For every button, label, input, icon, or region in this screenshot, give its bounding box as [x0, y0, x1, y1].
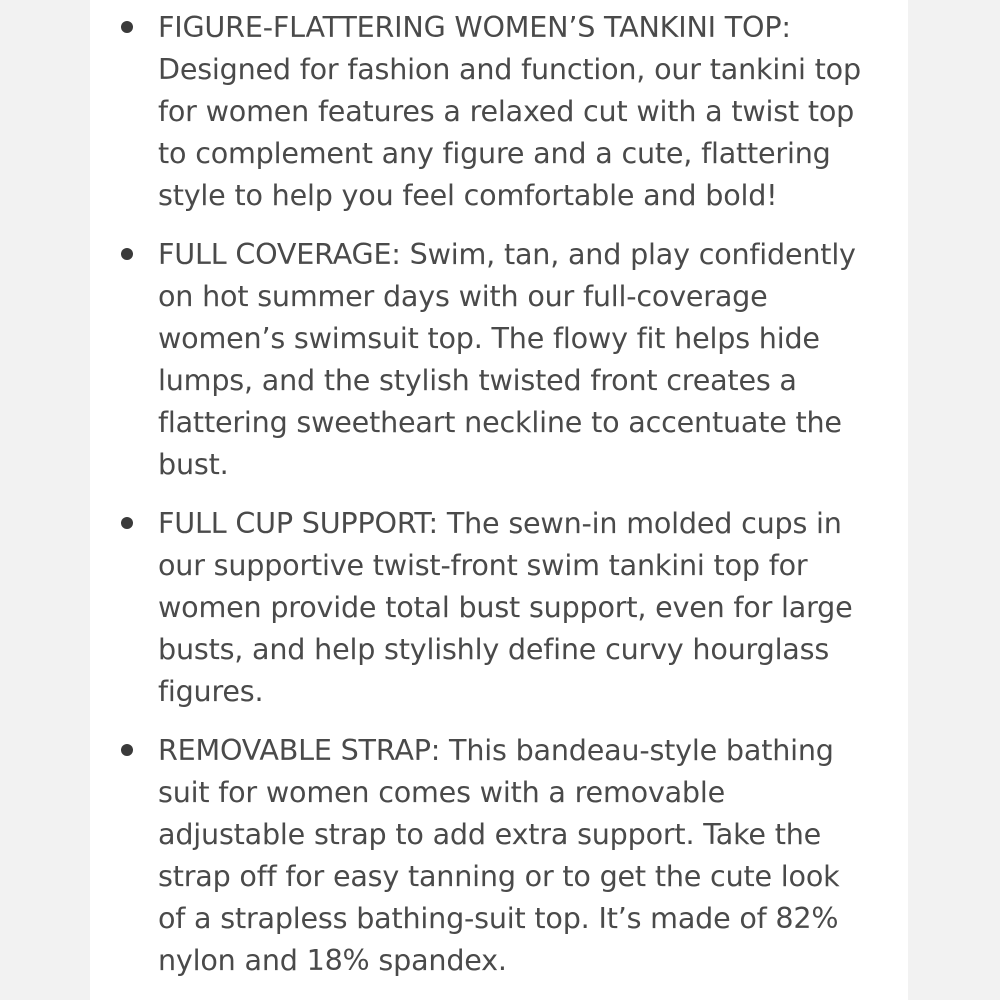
bullet-dot-icon: [121, 744, 133, 756]
feature-text: FULL COVERAGE: Swim, tan, and play confidently on hot summer days with our full-coverage women’s swimsuit top. The flowy fit helps hide lumps, and the stylish twisted front creates a flattering sweetheart neckline to accentuate the bust.: [158, 237, 856, 481]
feature-bullet-removable-strap: [90, 729, 908, 981]
feature-text: FIGURE-FLATTERING WOMEN’S TANKINI TOP: Designed for fashion and function, our tankini top for women features a relaxed cut with a twist top to complement any figure and a cute, flattering style to help you feel comfortable and bold!: [158, 10, 861, 212]
feature-text: FULL CUP SUPPORT: The sewn-in molded cups in our supportive twist-front swim tankini top for women provide total bust support, even for large busts, and help stylishly define curvy hourglass figures.: [158, 506, 853, 708]
bullet-dot-icon: [121, 248, 133, 260]
product-description-panel: [90, 0, 908, 1000]
bullet-dot-icon: [121, 517, 133, 529]
feature-bullet-full-coverage: [90, 233, 908, 485]
feature-bullet-figure-flattering: [90, 6, 908, 216]
feature-bullet-full-cup-support: [90, 502, 908, 712]
feature-bullet-list: [90, 6, 908, 998]
bullet-dot-icon: [121, 21, 133, 33]
feature-text: REMOVABLE STRAP: This bandeau-style bathing suit for women comes with a removable adjustable strap to add extra support. Take the strap off for easy tanning or to get the cute look of a strapless bathing-suit top. It’s made of 82% nylon and 18% spandex.: [158, 733, 840, 977]
